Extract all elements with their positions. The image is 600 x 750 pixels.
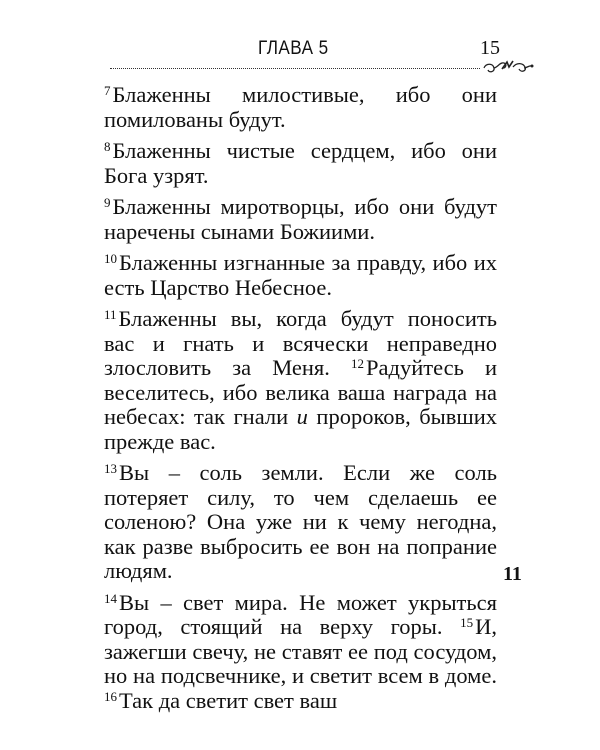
verse-number: 7 <box>104 83 111 98</box>
verse-text: Вы – свет мира. Не может укрыться город, стоящий на верху горы. <box>104 589 497 639</box>
verse-text: Вы – соль земли. Если же соль потеряет силу, то чем сделаешь ее соленою? Она уже ни к чему негодна, как разве выбросить ее вон на попрание людям. <box>104 460 497 583</box>
verse-text: И, зажегши свечу, не ставят ее под сосудом, но на подсвечнике, и светит всем в доме. <box>104 614 497 688</box>
page-number: 15 <box>480 37 500 59</box>
header-divider <box>110 68 480 69</box>
verse-number: 9 <box>104 195 111 210</box>
verse-9 <box>104 195 497 244</box>
verse-number: 16 <box>104 688 117 704</box>
verse-text: Блаженны вы, когда будут поносить вас и гнать и всячески неправедно злословить за Меня. <box>104 306 497 380</box>
verse-number: 8 <box>104 139 111 154</box>
verse-11-12 <box>104 307 497 454</box>
running-head: ГЛАВА 5 <box>258 38 329 59</box>
verse-number: 11 <box>104 307 117 322</box>
verse-number: 12 <box>351 356 364 371</box>
verse-text: Радуйтесь и веселитесь, ибо велика ваша награда на небесах: так гнали <box>104 355 497 429</box>
verse-italic-word: и <box>296 404 308 429</box>
verse-number: 15 <box>460 615 474 630</box>
body-text <box>104 83 497 720</box>
verse-number: 13 <box>104 461 117 476</box>
verse-text: Блаженны изгнанные за правду, ибо их есть Царство Небесное. <box>104 250 497 300</box>
verse-text: Блаженны милостивые, ибо они помилованы будут. <box>104 82 497 132</box>
verse-8 <box>104 139 497 188</box>
verse-text: пророков, бывших прежде вас. <box>104 404 498 454</box>
margin-reading-number: 11 <box>503 563 522 585</box>
verse-14-16 <box>104 591 497 714</box>
verse-text: Блаженны миротворцы, ибо они будут наречены сынами Божиими. <box>104 194 497 244</box>
verse-13 <box>104 461 497 584</box>
verse-10 <box>104 251 497 300</box>
flourish-ornament-icon <box>480 56 536 78</box>
verse-text: Блаженны чистые сердцем, ибо они Бога узрят. <box>104 138 497 188</box>
verse-text: Так да светит свет ваш <box>119 687 338 713</box>
verse-number: 14 <box>104 590 117 606</box>
verse-number: 10 <box>104 251 117 266</box>
verse-7 <box>104 83 497 132</box>
